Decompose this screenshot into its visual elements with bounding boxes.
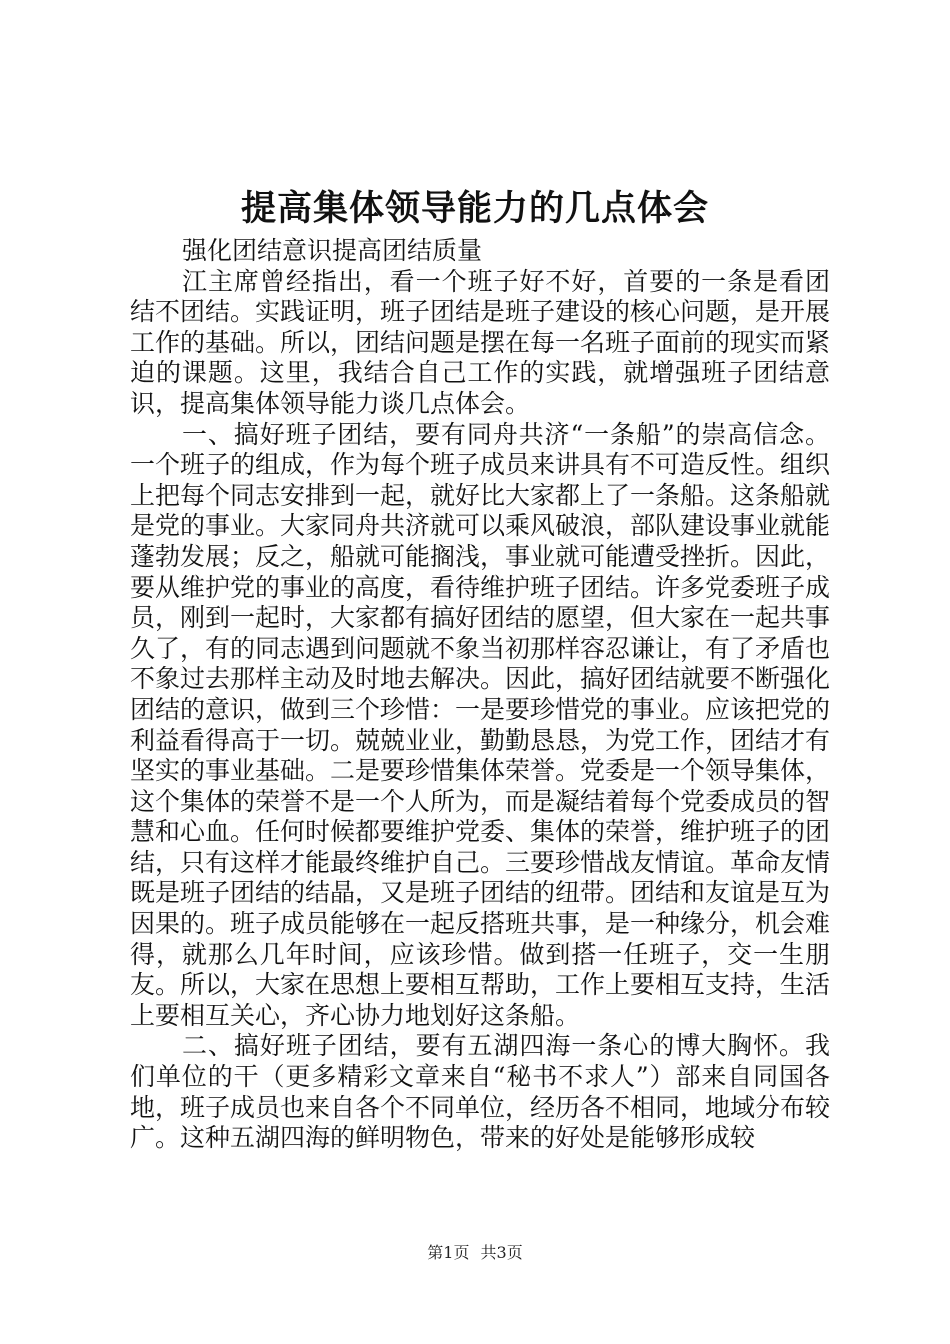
document-title: 提高集体领导能力的几点体会: [240, 188, 709, 229]
page-footer: [0, 1243, 950, 1263]
paragraph-point-two: 二、搞好班子团结，要有五湖四海一条心的博大胸怀。我们单位的干（更多精彩文章来自“秘书不求人”）部来自同国各地，班子成员也来自各个不同单位，经历各不相同，地域分布较广。这种五湖四海的鲜明物色，带来的好处是能够形成较: [130, 1031, 831, 1153]
document-body: [130, 236, 830, 1154]
section-subheading: 强化团结意识提高团结质量: [182, 236, 483, 265]
paragraph-intro: 江主席曾经指出，看一个班子好不好，首要的一条是看团结不团结。实践证明，班子团结是班子建设的核心问题，是开展工作的基础。所以，团结问题是摆在每一名班子面前的现实而紧迫的课题。这里，我结合自己工作的实践，就增强班子团结意识，提高集体领导能力谈几点体会。: [130, 266, 831, 418]
page-number: 第1页: [427, 1243, 470, 1262]
paragraph-point-one: 一、搞好班子团结，要有同舟共济“一条船”的崇高信念。一个班子的组成，作为每个班子成员来讲具有不可造反性。组织上把每个同志安排到一起，就好比大家都上了一条船。这条船就是党的事业。大家同舟共济就可以乘风破浪，部队建设事业就能蓬勃发展；反之，船就可能搁浅，事业就可能遭受挫折。因此，要从维护党的事业的高度，看待维护班子团结。许多党委班子成员，刚到一起时，大家都有搞好团结的愿望，但大家在一起共事久了，有的同志遇到问题就不象当初那样容忍谦让，有了矛盾也不象过去那样主动及时地去解决。因此，搞好团结就要不断强化团结的意识，做到三个珍惜：一是要珍惜党的事业。应该把党的利益看得高于一切。兢兢业业，勤勤恳恳，为党工作，团结才有坚实的事业基础。二是要珍惜集体荣誉。党委是一个领导集体，这个集体的荣誉不是一个人所为，而是凝结着每个党委成员的智慧和心血。任何时候都要维护党委、集体的荣誉，维护班子的团结，只有这样才能最终维护自己。三要珍惜战友情谊。革命友情既是班子团结的结晶，又是班子团结的纽带。团结和友谊是互为因果的。班子成员能够在一起反搭班共事，是一种缘分，机会难得，就那么几年时间，应该珍惜。做到搭一任班子，交一生朋友。所以，大家在思想上要相互帮助，工作上要相互支持，生活上要相互关心，齐心协力地划好这条船。: [130, 419, 831, 1030]
page-total: 共3页: [480, 1243, 523, 1262]
